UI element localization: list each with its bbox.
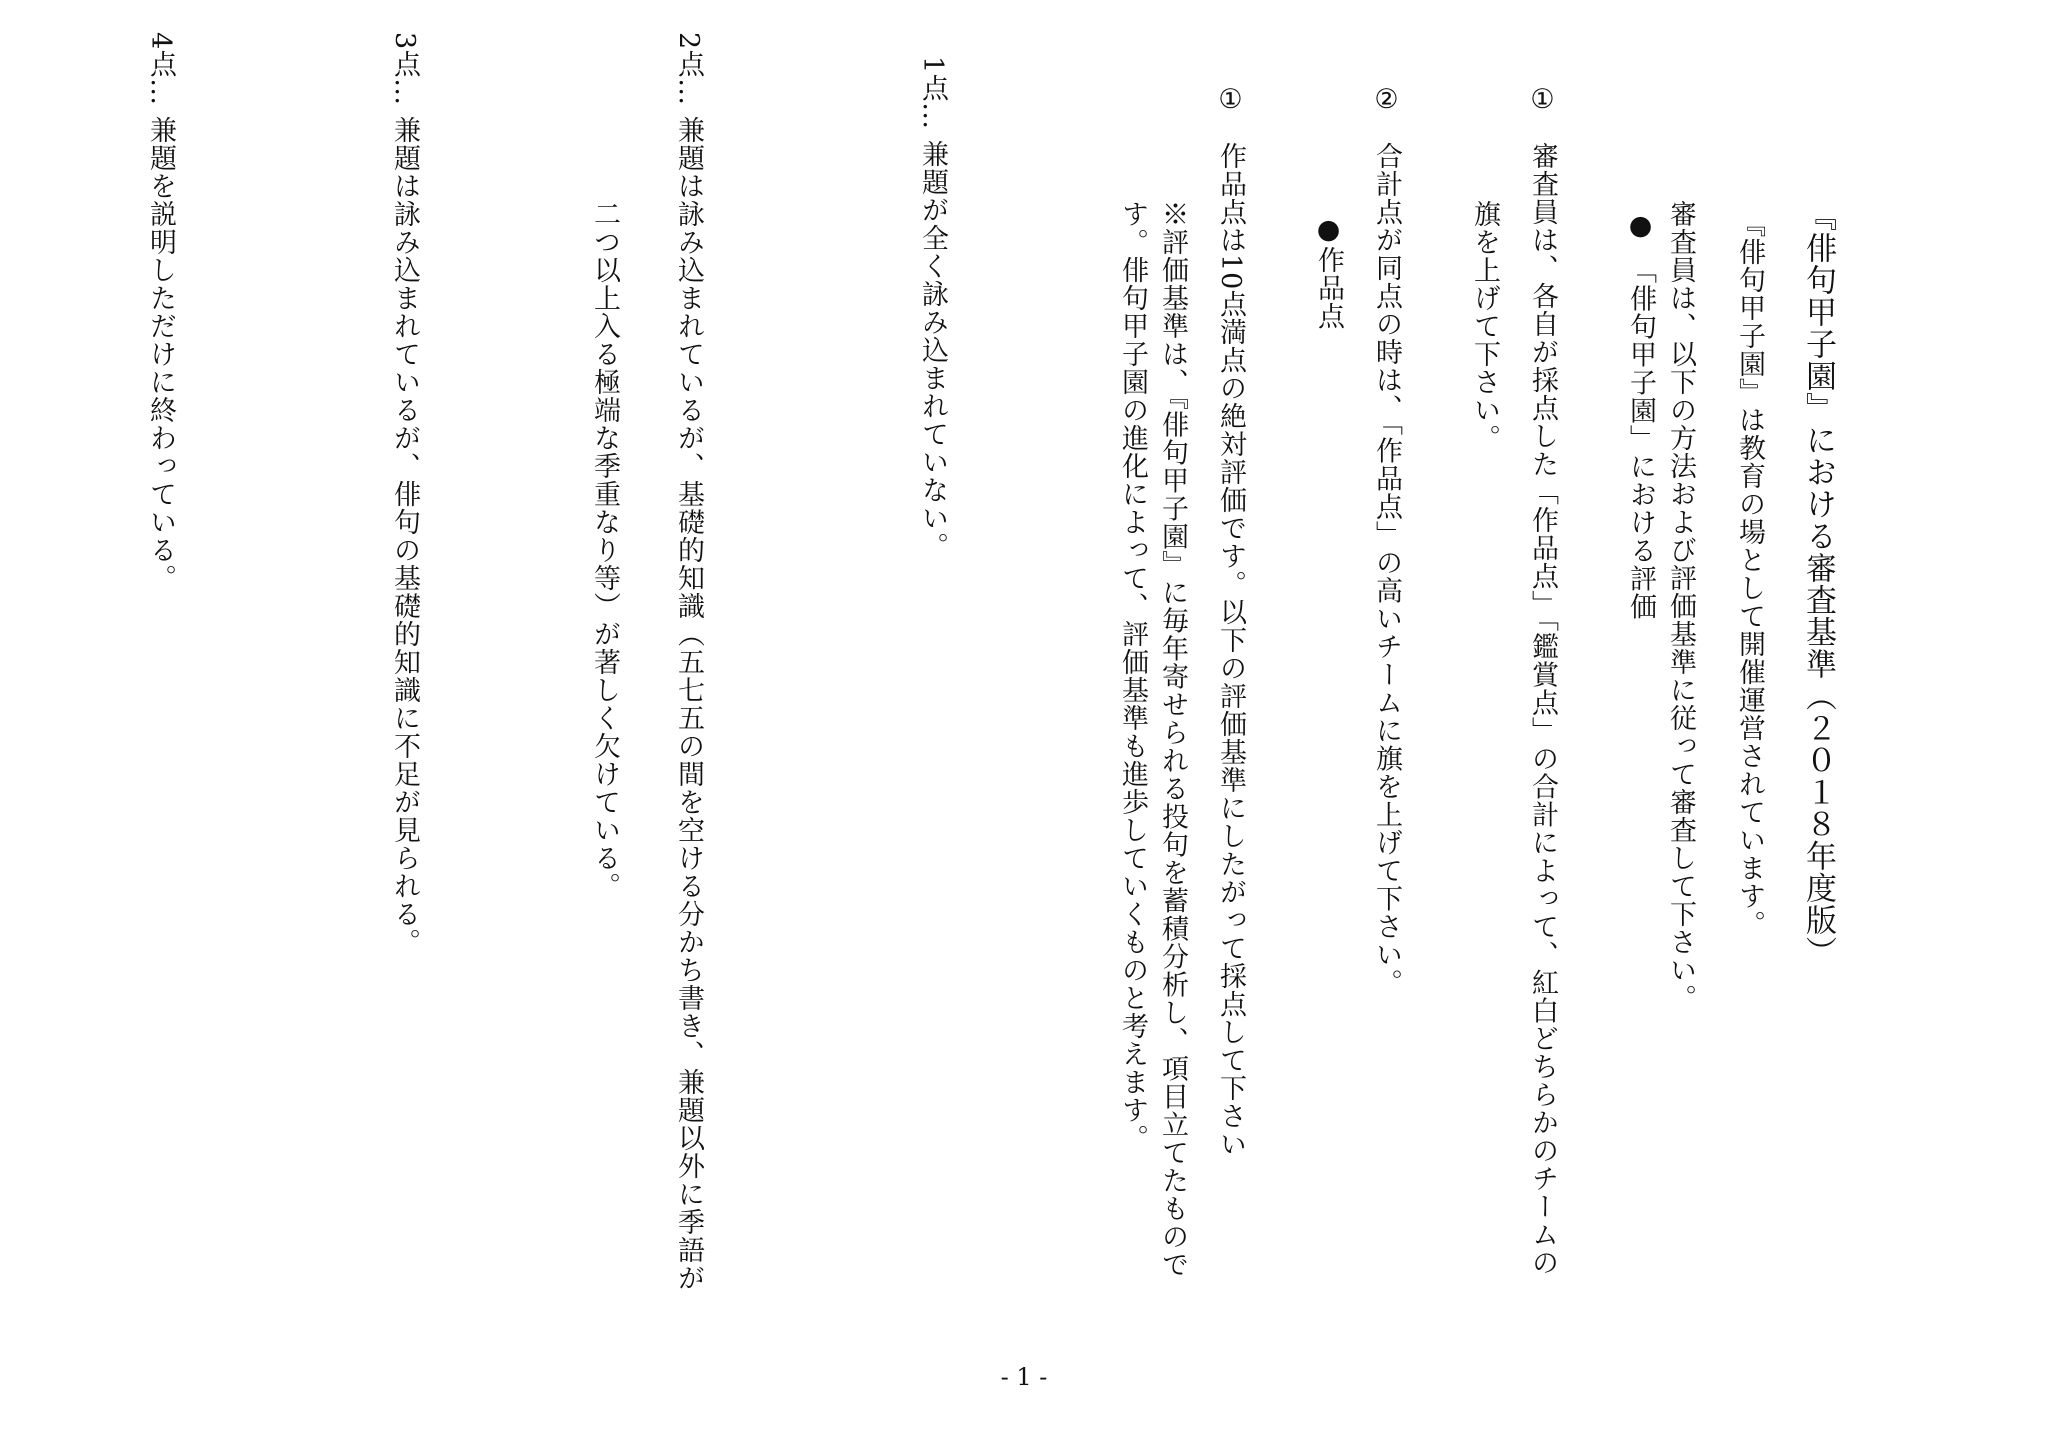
criterion-text: 兼題が全く詠み込まれていない。 — [917, 140, 948, 560]
evaluation-heading: ● 「俳句甲子園」における評価 — [1625, 210, 1656, 621]
item-text: 審査員は、各自が採点した「作品点」「鑑賞点」の合計によって、紅白どちらかのチームの旗を上げて下さい。 — [1469, 142, 1558, 1277]
criterion-text: 兼題は詠み込まれているが、俳句の基礎的知識に不足が見られる。 — [389, 116, 420, 956]
criterion-text: 兼題を説明しただけに終わっている。 — [145, 116, 176, 592]
criterion-4: 4点…兼題を説明しただけに終わっている。 — [145, 32, 176, 592]
intro-line-1: 『俳句甲子園』は教育の場として開催運営されています。 — [1734, 210, 1765, 938]
page-title: 『俳句甲子園』における審査基準（２０１８年度版） — [1800, 200, 1836, 968]
item-text: 合計点が同点の時は、「作品点」の高いチームに旗を上げて下さい。 — [1371, 142, 1402, 997]
criterion-text: 兼題は詠み込まれているが、基礎的知識（五七五の間を空ける分かち書き、兼題以外に季語が二つ以上入る極端な季重なり等）が著しく欠けている。 — [589, 116, 704, 1292]
page-number: - 1 - — [1000, 1363, 1048, 1391]
item-text: 作品点は10点満点の絶対評価です。以下の評価基準にしたがって採点して下さい — [1215, 142, 1246, 1159]
work-score-item-1: ①作品点は10点満点の絶対評価です。以下の評価基準にしたがって採点して下さい — [1215, 84, 1246, 1159]
criterion-2: 2点…兼題は詠み込まれているが、基礎的知識（五七五の間を空ける分かち書き、兼題以外に季語が二つ以上入る極端な季重なり等）が著しく欠けている。 — [589, 32, 704, 1292]
criterion-3: 3点…兼題は詠み込まれているが、俳句の基礎的知識に不足が見られる。 — [389, 32, 420, 956]
evaluation-item-2: ②合計点が同点の時は、「作品点」の高いチームに旗を上げて下さい。 — [1371, 84, 1402, 997]
criteria-note: ※評価基準は、『俳句甲子園』に毎年寄せられる投句を蓄積分析し、項目立てたものです。俳句甲子園の進化によって、評価基準も進歩していくものと考えます。 — [1117, 200, 1188, 1279]
document-body — [145, 32, 1838, 1297]
evaluation-item-1: ①審査員は、各自が採点した「作品点」「鑑賞点」の合計によって、紅白どちらかのチームの旗を上げて下さい。 — [1469, 84, 1558, 1277]
work-score-heading: ●作品点 — [1313, 214, 1344, 330]
intro-line-2: 審査員は、以下の方法および評価基準に従って審査して下さい。 — [1665, 200, 1696, 1012]
criterion-1: 1点…兼題が全く詠み込まれていない。 — [917, 56, 948, 560]
